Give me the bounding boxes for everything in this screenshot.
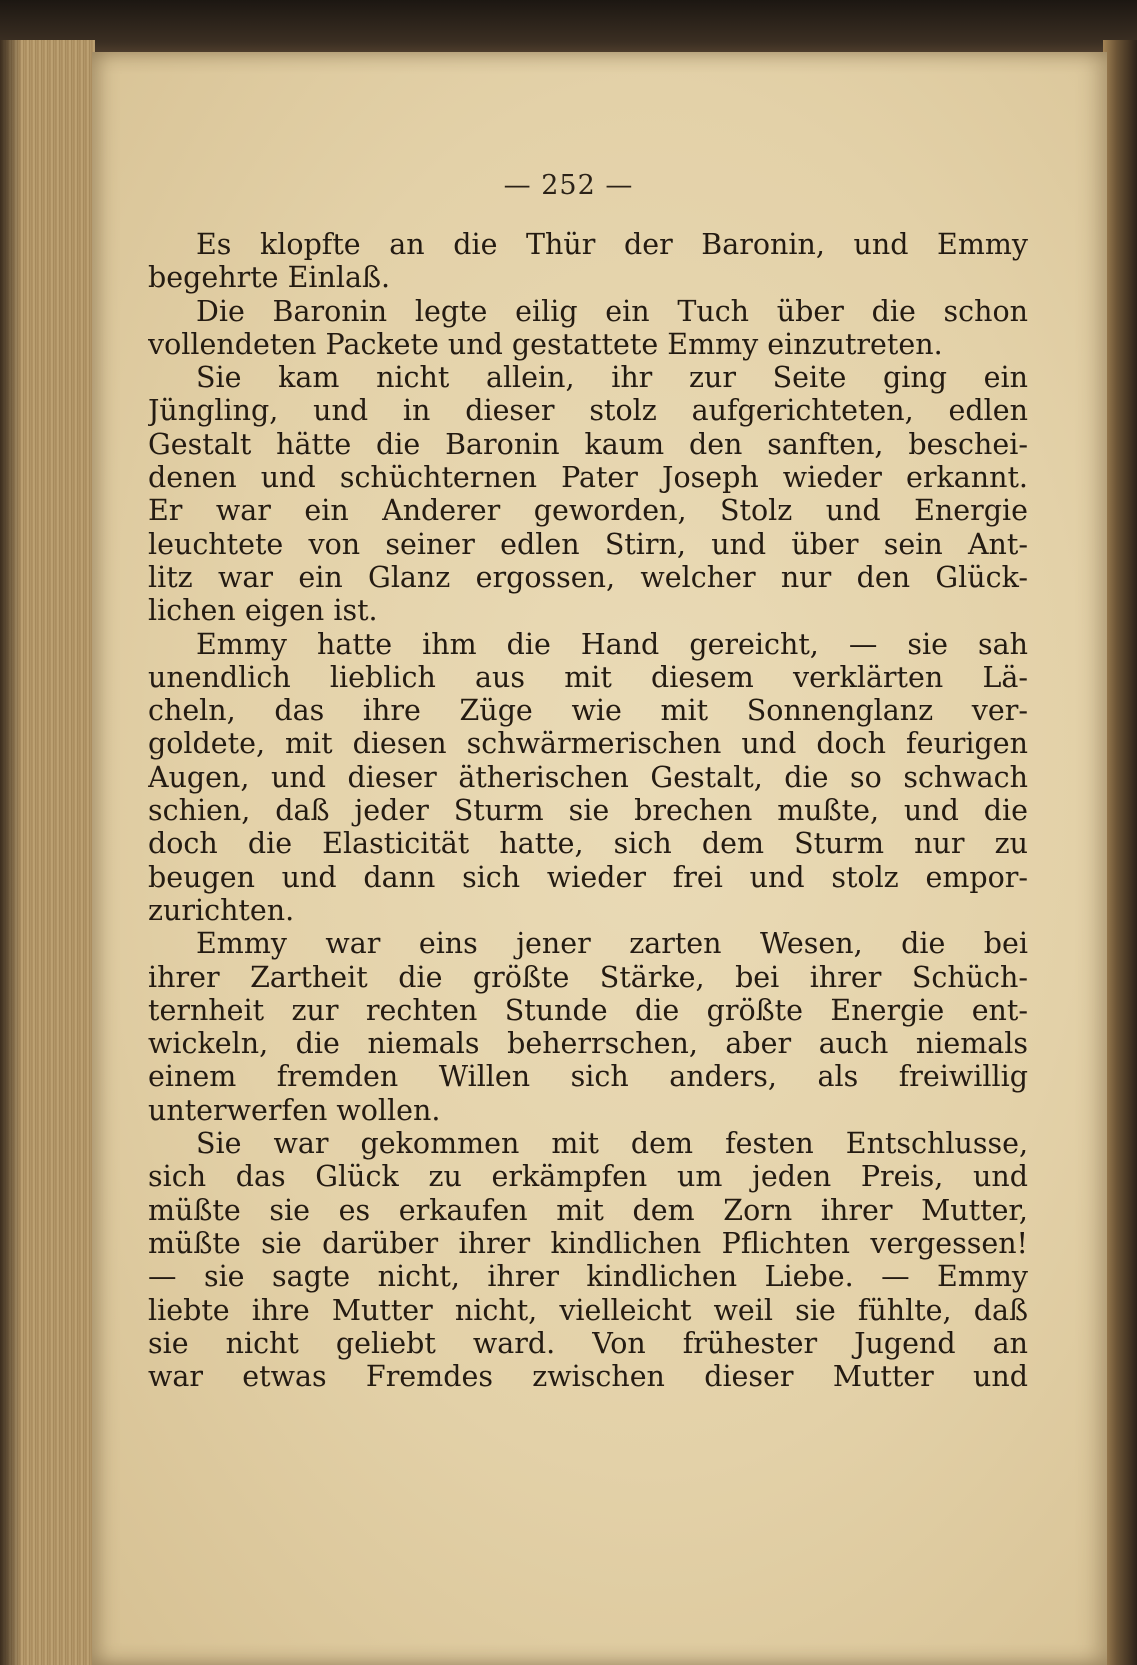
text-line: schien, daß jeder Sturm sie brechen mußte, und die	[148, 794, 1028, 828]
text-line: begehrte Einlaß.	[148, 261, 391, 295]
text-line: Gestalt hätte die Baronin kaum den sanften, beschei-	[148, 427, 1028, 461]
text-line: Er war ein Anderer geworden, Stolz und Energie	[148, 494, 1028, 528]
text-line: lichen eigen ist.	[148, 594, 378, 628]
text-line: wickeln, die niemals beherrschen, aber auch niemals	[148, 1027, 1028, 1061]
text-line: Augen, und dieser ätherischen Gestalt, die so schwach	[148, 760, 1028, 794]
text-line: müßte sie darüber ihrer kindlichen Pflichten vergessen!	[148, 1226, 1028, 1260]
text-line: Sie kam nicht allein, ihr zur Seite ging ein	[196, 361, 1028, 395]
text-line: ihrer Zartheit die größte Stärke, bei ihrer Schüch-	[148, 960, 1028, 994]
text-line: ternheit zur rechten Stunde die größte Energie ent-	[148, 993, 1028, 1027]
text-line: leuchtete von seiner edlen Stirn, und über sein Ant-	[148, 527, 1028, 561]
text-line: cheln, das ihre Züge wie mit Sonnenglanz ver-	[148, 694, 1028, 728]
text-line: Emmy hatte ihm die Hand gereicht, — sie sah	[196, 627, 1028, 661]
text-line: Sie war gekommen mit dem festen Entschlusse,	[196, 1127, 1028, 1161]
text-line: vollendeten Packete und gestattete Emmy einzutreten.	[148, 327, 943, 361]
text-line: sich das Glück zu erkämpfen um jeden Preis, und	[148, 1160, 1028, 1194]
text-line: Es klopfte an die Thür der Baronin, und Emmy	[196, 228, 1028, 261]
text-line: beugen und dann sich wieder frei und stolz empor-	[148, 860, 1028, 894]
text-line: litz war ein Glanz ergossen, welcher nur den Glück-	[148, 560, 1028, 594]
page-number: — 252 —	[503, 170, 634, 201]
text-line: denen und schüchternen Pater Joseph wieder erkannt.	[148, 461, 1028, 495]
book-cover-edge-right	[1103, 40, 1137, 1665]
text-line: war etwas Fremdes zwischen dieser Mutter und	[148, 1360, 1028, 1394]
body-text	[148, 228, 1028, 1393]
text-line: goldete, mit diesen schwärmerischen und doch feurigen	[148, 727, 1028, 761]
text-line: doch die Elasticität hatte, sich dem Sturm nur zu	[148, 827, 1028, 861]
text-line: Die Baronin legte eilig ein Tuch über die schon	[196, 294, 1028, 328]
gutter-shadow	[0, 40, 22, 1665]
text-line: Jüngling, und in dieser stolz aufgerichteten, edlen	[148, 394, 1028, 428]
text-line: unendlich lieblich aus mit diesem verklärten Lä-	[148, 660, 1028, 694]
text-line: Emmy war eins jener zarten Wesen, die bei	[196, 927, 1028, 961]
text-line: liebte ihre Mutter nicht, vielleicht weil sie fühlte, daß	[148, 1293, 1028, 1327]
book-binding-top	[0, 0, 1137, 60]
text-line: unterwerfen wollen.	[148, 1093, 441, 1127]
text-line: einem fremden Willen sich anders, als freiwillig	[148, 1060, 1028, 1094]
text-line: sie nicht geliebt ward. Von frühester Jugend an	[148, 1326, 1028, 1360]
text-line: zurichten.	[148, 893, 295, 927]
text-line: müßte sie es erkaufen mit dem Zorn ihrer Mutter,	[148, 1193, 1028, 1227]
text-line: — sie sagte nicht, ihrer kindlichen Liebe. — Emmy	[148, 1260, 1028, 1294]
